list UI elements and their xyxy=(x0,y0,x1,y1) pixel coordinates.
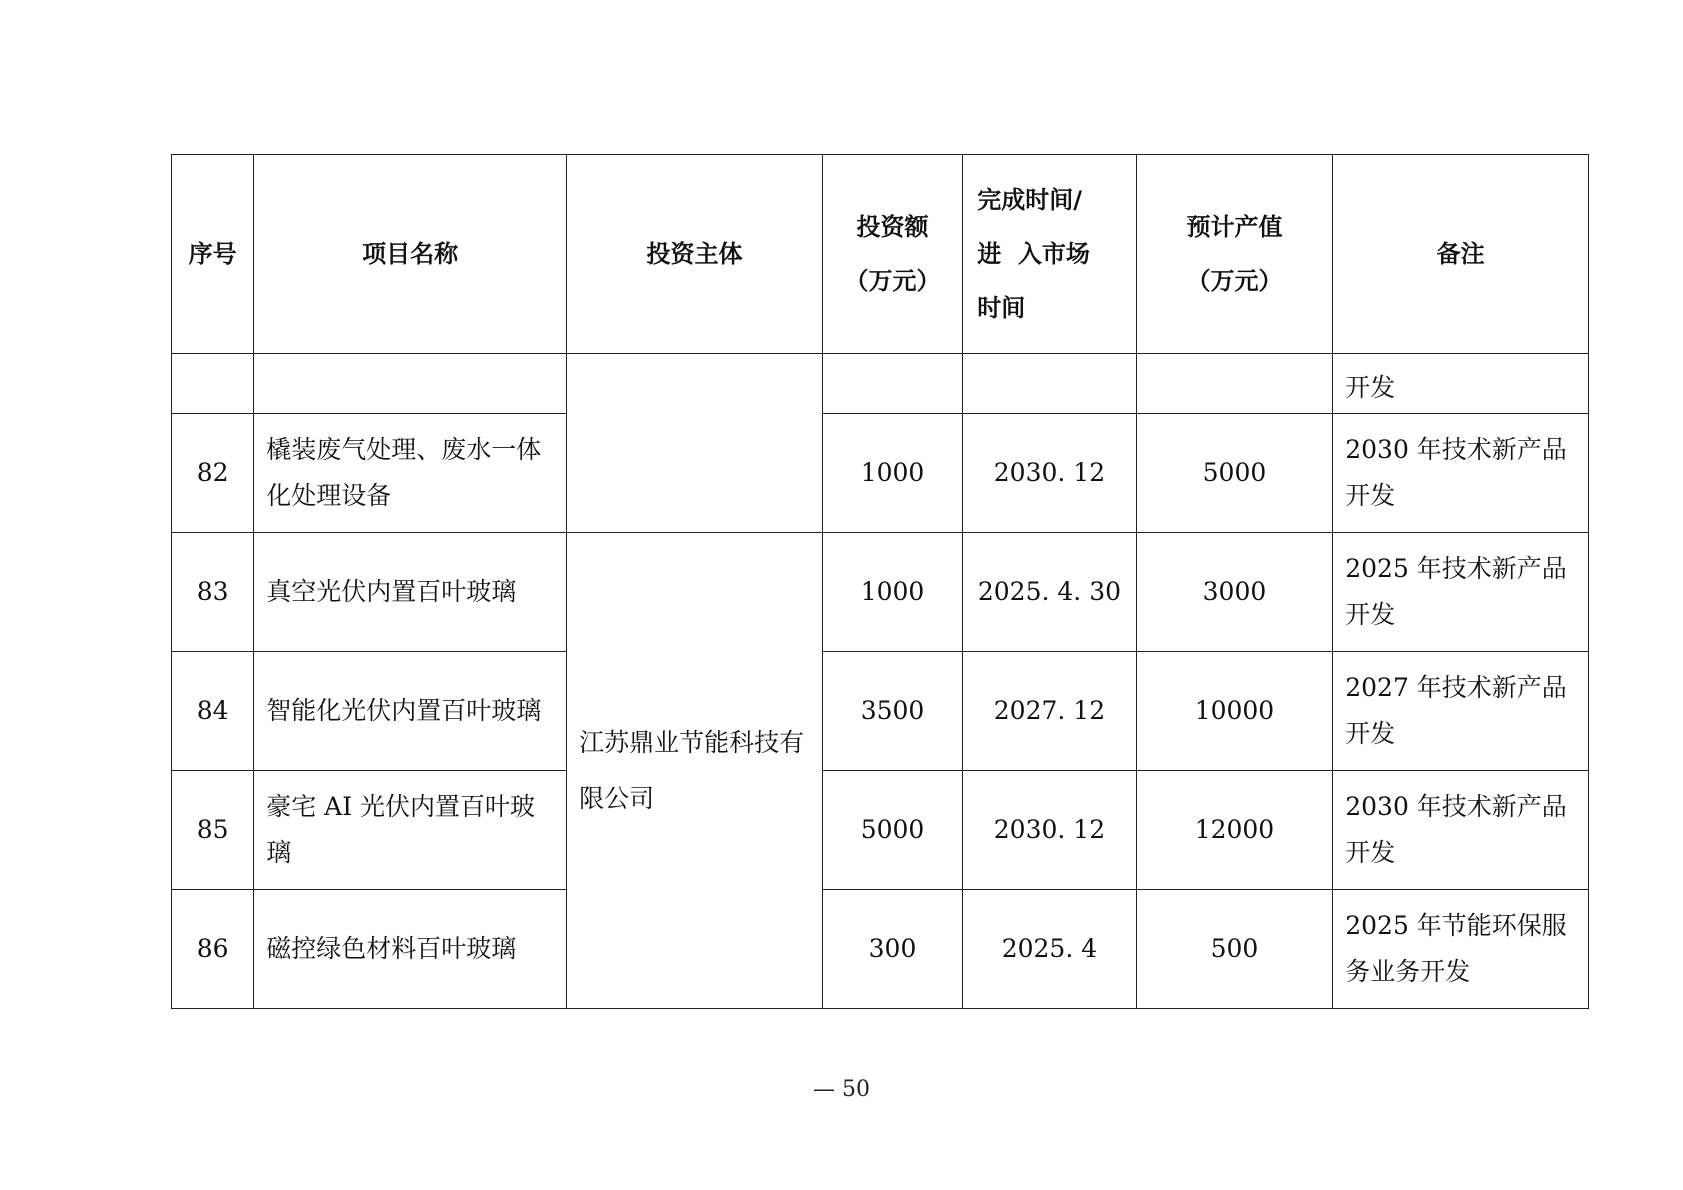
investment-cell: 3500 xyxy=(822,652,962,771)
header-completion-time xyxy=(963,155,1136,354)
header-completion-line3: 时间 xyxy=(977,294,1026,322)
header-remark: 备注 xyxy=(1333,155,1589,354)
header-investment xyxy=(822,155,962,354)
seq-cell: 83 xyxy=(172,533,254,652)
table-row xyxy=(172,533,1589,652)
investor-cell-previous xyxy=(567,354,823,533)
header-completion-line2: 进 入市场 xyxy=(977,240,1090,268)
project-name-cell: 智能化光伏内置百叶玻璃 xyxy=(254,652,567,771)
seq-cell: 85 xyxy=(172,771,254,890)
completion-cell: 2025. 4. 30 xyxy=(963,533,1136,652)
table-header-row xyxy=(172,155,1589,354)
seq-cell: 84 xyxy=(172,652,254,771)
investor-cell: 江苏鼎业节能科技有限公司 xyxy=(567,533,823,1009)
completion-cell: 2030. 12 xyxy=(963,414,1136,533)
project-name-cell: 真空光伏内置百叶玻璃 xyxy=(254,533,567,652)
project-name-cell: 橇装废气处理、废水一体化处理设备 xyxy=(254,414,567,533)
remark-cell: 开发 xyxy=(1333,354,1589,414)
output-cell: 10000 xyxy=(1136,652,1333,771)
investment-cell: 1000 xyxy=(822,533,962,652)
header-investment-title: 投资额 xyxy=(856,213,929,241)
remark-cell: 2025 年技术新产品开发 xyxy=(1333,533,1589,652)
investment-cell: 300 xyxy=(822,890,962,1009)
output-cell: 500 xyxy=(1136,890,1333,1009)
investment-project-table xyxy=(171,154,1589,1009)
seq-cell: 82 xyxy=(172,414,254,533)
header-investment-unit: （万元） xyxy=(844,267,941,295)
header-completion-line1: 完成时间/ xyxy=(977,186,1082,214)
table-row xyxy=(172,652,1589,771)
project-name-cell: 磁控绿色材料百叶玻璃 xyxy=(254,890,567,1009)
table-cell xyxy=(822,354,962,414)
header-project-name: 项目名称 xyxy=(254,155,567,354)
table-cell xyxy=(172,354,254,414)
header-expected-output xyxy=(1136,155,1333,354)
continuation-row xyxy=(172,354,1589,414)
table-row xyxy=(172,414,1589,533)
seq-cell: 86 xyxy=(172,890,254,1009)
completion-cell: 2025. 4 xyxy=(963,890,1136,1009)
table-cell xyxy=(963,354,1136,414)
output-cell: 12000 xyxy=(1136,771,1333,890)
page-number: — 50 xyxy=(813,1077,870,1102)
header-output-unit: （万元） xyxy=(1186,267,1283,295)
completion-cell: 2030. 12 xyxy=(963,771,1136,890)
investment-cell: 1000 xyxy=(822,414,962,533)
remark-cell: 2030 年技术新产品开发 xyxy=(1333,414,1589,533)
output-cell: 3000 xyxy=(1136,533,1333,652)
table-row xyxy=(172,771,1589,890)
output-cell: 5000 xyxy=(1136,414,1333,533)
table-row xyxy=(172,890,1589,1009)
completion-cell: 2027. 12 xyxy=(963,652,1136,771)
table-cell xyxy=(1136,354,1333,414)
investment-cell: 5000 xyxy=(822,771,962,890)
header-seq: 序号 xyxy=(172,155,254,354)
remark-cell: 2027 年技术新产品开发 xyxy=(1333,652,1589,771)
project-name-cell: 豪宅 AI 光伏内置百叶玻 璃 xyxy=(254,771,567,890)
header-investor: 投资主体 xyxy=(567,155,823,354)
table-cell xyxy=(254,354,567,414)
remark-cell: 2025 年节能环保服务业务开发 xyxy=(1333,890,1589,1009)
header-output-title: 预计产值 xyxy=(1186,213,1283,241)
remark-cell: 2030 年技术新产品开发 xyxy=(1333,771,1589,890)
